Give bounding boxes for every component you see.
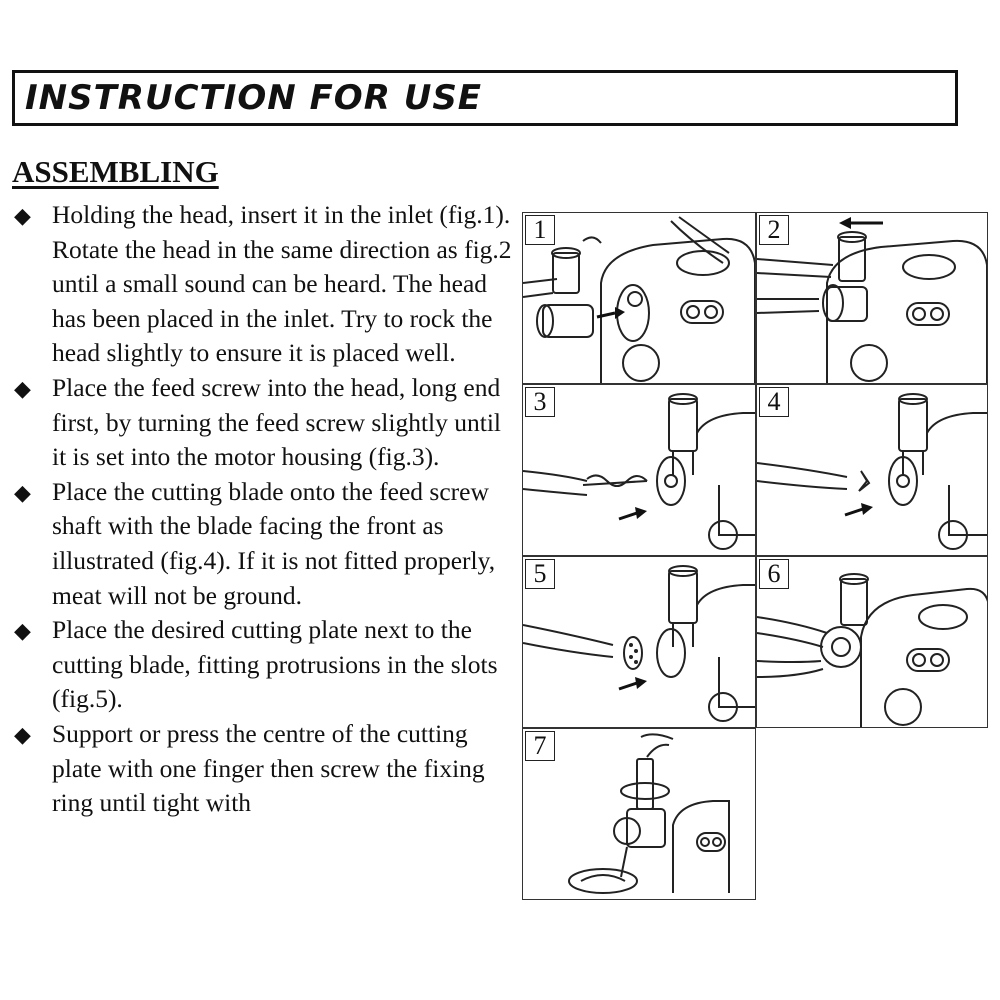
rotate-head-illustration xyxy=(757,213,988,384)
list-item-text: Place the feed screw into the head, long end first, by turning the feed screw slightly until it is set into the motor housing (fig.3). xyxy=(52,372,502,472)
figure-panel-6 xyxy=(756,556,988,728)
list-item-text: Place the desired cutting plate next to the cutting blade, fitting protrusions in the slots (fig.5). xyxy=(52,615,498,714)
assembled-grinder-illustration xyxy=(523,729,756,900)
list-item-text: Support or press the centre of the cutting plate with one finger then screw the fixing ring until tight with xyxy=(52,718,485,818)
figure-panel-1 xyxy=(522,212,756,384)
figure-number: 1 xyxy=(525,215,555,245)
figure-number: 7 xyxy=(525,731,555,761)
cutting-blade-illustration xyxy=(757,385,988,556)
figure-number: 2 xyxy=(759,215,789,245)
diamond-bullet-icon: ◆ xyxy=(14,479,31,505)
list-item xyxy=(10,717,520,821)
feed-screw-illustration xyxy=(523,385,756,556)
diamond-bullet-icon: ◆ xyxy=(14,203,31,228)
diamond-bullet-icon: ◆ xyxy=(14,375,31,401)
insert-head-illustration xyxy=(523,213,756,384)
figure-grid xyxy=(522,212,988,900)
diamond-bullet-icon: ◆ xyxy=(14,721,31,747)
figure-number: 4 xyxy=(759,387,789,417)
figure-number: 3 xyxy=(525,387,555,417)
instruction-list xyxy=(10,198,520,821)
figure-number: 6 xyxy=(759,559,789,589)
section-heading: ASSEMBLING xyxy=(12,154,219,189)
list-item xyxy=(10,371,520,475)
figure-panel-4 xyxy=(756,384,988,556)
diamond-bullet-icon: ◆ xyxy=(14,618,31,644)
list-item xyxy=(10,613,520,717)
list-item-text: Place the cutting blade onto the feed screw shaft with the blade facing the front as illustrated (fig.4). If it is not fitted properly, meat will not be ground. xyxy=(52,476,496,610)
fixing-ring-illustration xyxy=(757,557,988,728)
page-title: INSTRUCTION FOR USE xyxy=(25,78,483,118)
figure-panel-5 xyxy=(522,556,756,728)
figure-panel-3 xyxy=(522,384,756,556)
title-box xyxy=(12,70,958,126)
list-item xyxy=(10,475,520,613)
list-item-text: Holding the head, insert it in the inlet (fig.1). Rotate the head in the same direction as fig.2 until a small sound can be heard. The head has been placed in the inlet. Try to rock the head slightly to ensure it is placed well. xyxy=(52,200,512,368)
figure-number: 5 xyxy=(525,559,555,589)
list-item xyxy=(10,198,520,371)
figure-panel-7 xyxy=(522,728,756,900)
figure-panel-2 xyxy=(756,212,988,384)
cutting-plate-illustration xyxy=(523,557,756,728)
